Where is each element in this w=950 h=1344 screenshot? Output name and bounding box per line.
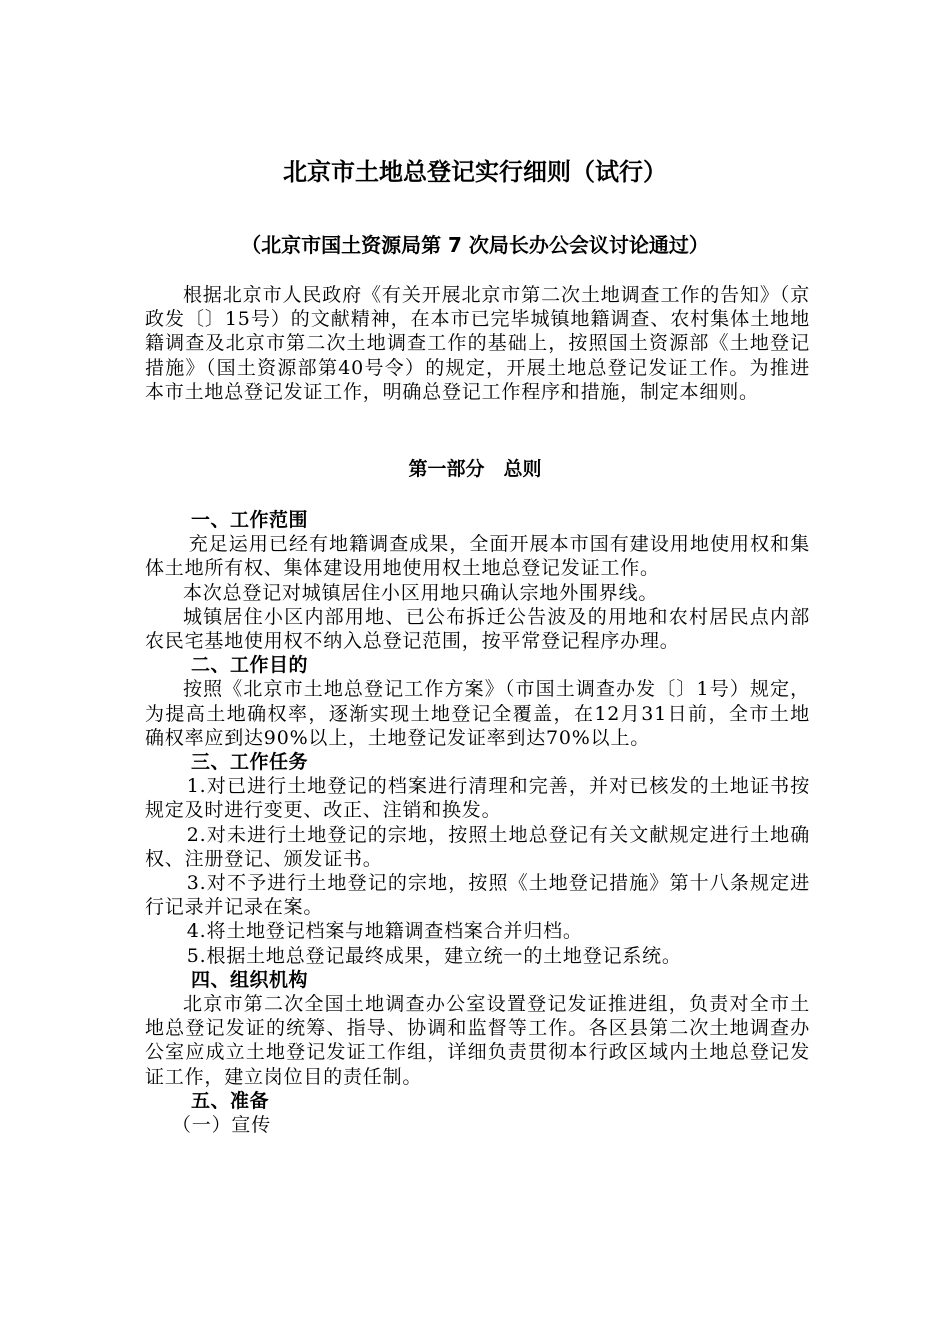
main-body (145, 508, 810, 1137)
scope-paragraph-2: 本次总登记对城镇居住小区用地只确认宗地外围界线。 (183, 581, 659, 604)
subsection-heading-publicity: （一）宣传 (172, 1114, 272, 1137)
task-item: 5.根据土地总登记最终成果，建立统一的土地登记系统。 (186, 944, 682, 967)
section-heading-scope: 一、工作范围 (191, 509, 309, 531)
document-title: 北京市土地总登记实行细则（试行） (283, 158, 667, 186)
intro-paragraph: 根据北京市人民政府《有关开展北京市第二次土地调查工作的告知》（京政发〔〕15号）的文献精神，在本市已完毕城镇地籍调查、农村集体土地地籍调查及北京市第二次土地调查工作的基础上，按照国土资源部《土地登记措施》（国土资源部第40号令）的规定，开展土地总登记发证工作。为推进本市土地总登记发证工作，明确总登记工作程序和措施，制定本细则。 (145, 284, 810, 403)
scope-paragraph-3: 城镇居住小区内部用地、已公布拆迁公告波及的用地和农村居民点内部农民宅基地使用权不纳入总登记范围，按平常登记程序办理。 (145, 605, 810, 653)
section-heading-organization: 四、组织机构 (191, 968, 309, 991)
intro-block (145, 283, 810, 404)
section-heading-goal: 二、工作目的 (191, 654, 309, 677)
part-heading: 第一部分 总则 (408, 458, 542, 480)
task-item: 3.对不予进行土地登记的宗地，按照《土地登记措施》第十八条规定进行记录并记录在案。 (145, 872, 810, 919)
task-item: 2.对未进行土地登记的宗地，按照土地总登记有关文献规定进行土地确权、注册登记、颁发证书。 (145, 823, 810, 870)
section-heading-preparation: 五、准备 (191, 1089, 270, 1112)
section-heading-tasks: 三、工作任务 (191, 751, 309, 774)
task-item: 4.将土地登记档案与地籍调查档案合并归档。 (186, 920, 583, 943)
goal-paragraph: 按照《北京市土地总登记工作方案》（市国土调查办发〔〕1号）规定，为提高土地确权率，逐渐实现土地登记全覆盖，在12月31日前，全市土地确权率应到达90%以上，土地登记发证率到达70%以上。 (145, 678, 810, 749)
task-item: 1.对已进行土地登记的档案进行清理和完善，并对已核发的土地证书按规定及时进行变更、改正、注销和换发。 (145, 775, 810, 822)
scope-paragraph-1: 充足运用已经有地籍调查成果，全面开展本市国有建设用地使用权和集体土地所有权、集体建设用地使用权土地总登记发证工作。 (145, 533, 810, 580)
document-subtitle: （北京市国土资源局第 7 次局长办公会议讨论通过） (241, 233, 709, 257)
organization-paragraph: 北京市第二次全国土地调查办公室设置登记发证推进组，负责对全市土地总登记发证的统筹、指导、协调和监督等工作。各区县第二次土地调查办公室应成立土地登记发证工作组，详细负责贯彻本行政区域内土地总登记发证工作，建立岗位目的责任制。 (145, 993, 810, 1088)
